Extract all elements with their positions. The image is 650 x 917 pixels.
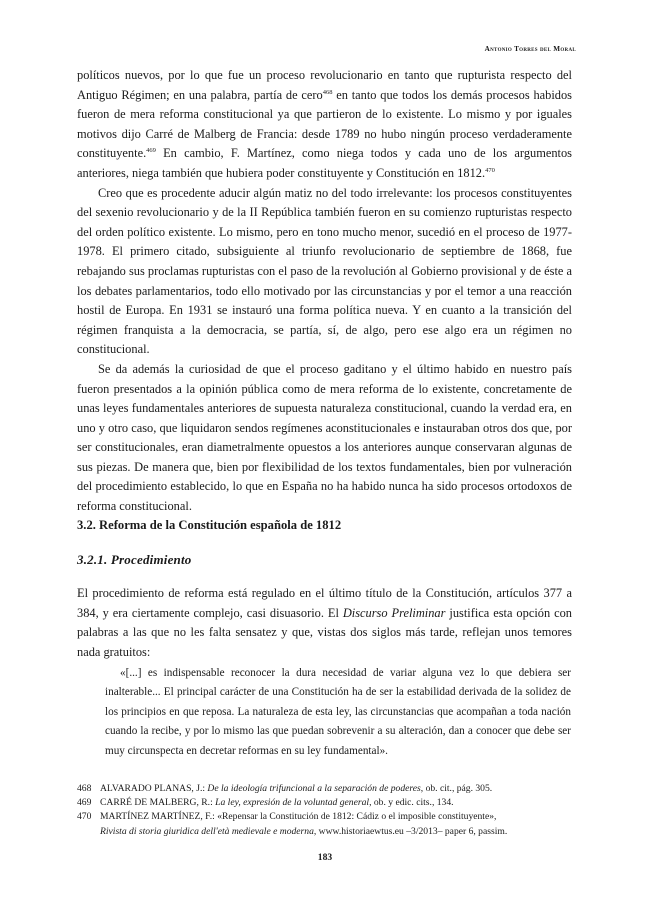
paragraph-3: Se da además la curiosidad de que el proceso gaditano y el último habido en nuestro país fueron presentados a la opinión pública como de mera reforma de lo existente, concretamente de unas leyes fundamentales anteriores de supuesta naturaleza constitucional, cuando la verdad era, en uno y otro caso, que liquidaron sendos regímenes aconstitucionales e instauraban otros dos que, por ser constitucionales, eran diametralmente opuestos a los anteriores aunque conservaran algunas de sus piezas. De manera que, bien por flexibilidad de los textos fundamentales, bien por vulneración del procedimiento establecido, lo que en España no ha habido nunca ha sido procesos ortodoxos de reforma constitucional. [77,361,572,514]
footnote-470 [77,810,572,824]
footnote-ref-468[interactable]: 468 [322,88,333,96]
section-heading-3-2: 3.2. Reforma de la Constitución española de 1812 [77,518,342,532]
footnote-ref: , ob. y edic. cits., 134. [369,797,454,809]
footnote-author: ALVARADO PLANAS, J.: [100,783,208,794]
paragraph-4 [77,584,572,662]
page-number: 183 [317,852,333,863]
paragraph-1-part-a: políticos nuevos, por lo que fue un proceso revolucionario en tanto que rupturista respecto del Antiguo Régimen; en una palabra, partía de cero [77,68,572,102]
paragraph-4-part-a: El procedimiento de reforma está regulado en el último título de la Constitución, artículos 377 a 384, y era ciertamente complejo, casi disuasorio. El [77,586,572,620]
footnote-469 [77,796,572,810]
footnotes [77,782,572,839]
footnote-journal: Rivista di storia giuridica dell'età medievale e moderna [100,825,314,837]
footnote-ref-470[interactable]: 470 [485,166,495,174]
block-quote [105,664,571,761]
footnote-ref-469[interactable]: 469 [146,147,156,155]
running-head: Antonio Torres del Moral [484,45,576,53]
footnote-number: 468 [77,783,92,794]
footnote-author: CARRÉ DE MALBERG, R.: [100,797,216,809]
body-text-top [77,66,572,517]
paragraph-1 [77,66,572,184]
paragraph-2: Creo que es procedente aducir algún matiz no del todo irrelevante: los procesos constituyentes del sexenio revolucionario y de la II República también fueron en su comienzo rupturistas respecto del orden político existente. Lo mismo, pero en tono mucho menor, sucedió en el proceso de 1977-1978. El primero citado, subsiguiente al triunfo revolucionario de septiembre de 1868, fue rebajando sus proclamas rupturistas con el paso de la revolución al Gobierno provisional y de éste a los debates parlamentarios, todo ello motivado por las circunstancias y por el temor a una reacción hostil de Europa. En 1931 se instauró una forma política nueva. Y en cuanto a la transición del régimen franquista a la democracia, se partía, sí, de algo, pero ese algo era un régimen no constitucional. [77,185,572,357]
footnote-468 [77,782,572,796]
footnote-number: 470 [77,811,92,823]
footnote-text [100,796,572,810]
paragraph-1-part-b: en tanto que todos los demás procesos habidos fueron de mera reforma constitucional ya que partieron de lo existente. Lo mismo y por iguales motivos dijo Carré de Malberg de Francia: desde 1789 no hubo ningún proceso verdaderamente constituyente. [77,87,572,161]
footnote-text: MARTÍNEZ MARTÍNEZ, F.: «Repensar la Constitución de 1812: Cádiz o el imposible constituyente», [100,811,497,823]
block-quote-text: «[...] es indispensable reconocer la dura necesidad de variar alguna vez lo que debiera ser inalterable... El principal carácter de una Constitución ha de ser la estabilidad derivada de la solidez de los principios en que reposa. La naturaleza de esta ley, las circunstancias que acompañan a toda nación cuando la recibe, y por lo mismo las que puedan sobrevenir a su alteración, dan a conocer que debe ser muy circunspecta en decretar reformas en su ley fundamental». [105,667,571,757]
footnote-ref: , ob. cit., pág. 305. [420,783,493,794]
footnote-text [100,782,572,796]
footnote-title: De la ideología trifuncional a la separación de poderes [207,783,421,794]
paragraph-1-part-c: En cambio, F. Martínez, como niega todos y cada uno de los argumentos anteriores, niega también que hubiera poder constituyente y Constitución en 1812. [77,146,572,180]
footnote-title: La ley, expresión de la voluntad general [215,797,370,809]
footnote-470-continued [77,825,572,839]
footnote-text [77,825,572,839]
footnote-number: 469 [77,797,92,809]
paragraph-4-italic-title: Discurso Preliminar [342,605,446,620]
subsection-heading-3-2-1: 3.2.1. Procedimiento [77,552,192,567]
footnote-ref: , www.historiaewtus.eu –3/2013– paper 6, passim. [313,825,508,837]
paragraph-4-part-b: justifica esta opción con palabras a las que no les falta sensatez y que, vistas dos siglos más tarde, reflejan unos temores nada gratuitos: [77,605,572,659]
